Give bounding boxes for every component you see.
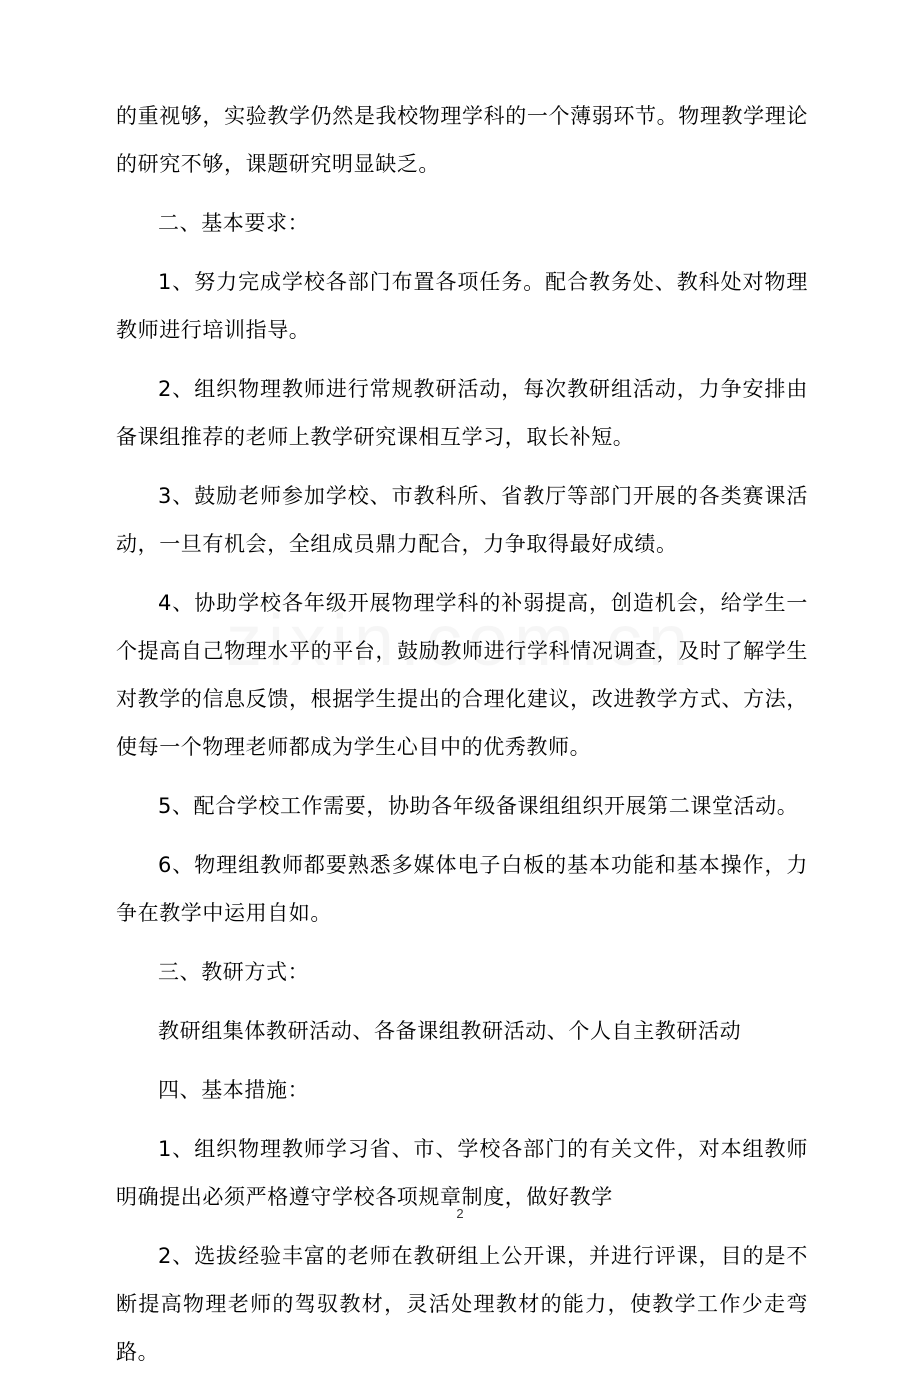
measure-item-1: 1、组织物理教师学习省、市、学校各部门的有关文件，对本组教师明确提出必须严格遵守学校各项规章制度，做好教学: [116, 1137, 808, 1209]
measure-item-2: 2、选拔经验丰富的老师在教研组上公开课，并进行评课，目的是不断提高物理老师的驾驭教材，灵活处理教材的能力，使教学工作少走弯路。: [116, 1244, 808, 1364]
requirement-item-1: 1、努力完成学校各部门布置各项任务。配合教务处、教科处对物理教师进行培训指导。: [116, 270, 808, 342]
requirement-item-2: 2、组织物理教师进行常规教研活动，每次教研组活动，力争安排由备课组推荐的老师上教学研究课相互学习，取长补短。: [116, 377, 808, 449]
requirement-item-4: 4、协助学校各年级开展物理学科的补弱提高，创造机会，给学生一个提高自己物理水平的平台，鼓励教师进行学科情况调查，及时了解学生对教学的信息反馈，根据学生提出的合理化建议，改进教学方式、方法，使每一个物理老师都成为学生心目中的优秀教师。: [116, 591, 808, 759]
research-methods-text: 教研组集体教研活动、各备课组教研活动、个人自主教研活动: [158, 1019, 742, 1043]
document-body: [116, 92, 808, 1387]
requirement-item-5: 5、配合学校工作需要，协助各年级备课组组织开展第二课堂活动。: [158, 794, 799, 818]
section-heading-basic-measures: 四、基本措施：: [158, 1078, 310, 1102]
section-heading-basic-requirements: 二、基本要求：: [158, 211, 310, 235]
requirement-item-3: 3、鼓励老师参加学校、市教科所、省教厅等部门开展的各类赛课活动，一旦有机会，全组成员鼎力配合，力争取得最好成绩。: [116, 484, 808, 556]
page-number: 2: [456, 1206, 464, 1221]
section-heading-research-methods: 三、教研方式：: [158, 960, 310, 984]
requirement-item-6: 6、物理组教师都要熟悉多媒体电子白板的基本功能和基本操作，力争在教学中运用自如。: [116, 853, 808, 925]
paragraph-1: 的重视够，实验教学仍然是我校物理学科的一个薄弱环节。物理教学理论的研究不够，课题研究明显缺乏。: [116, 104, 808, 176]
